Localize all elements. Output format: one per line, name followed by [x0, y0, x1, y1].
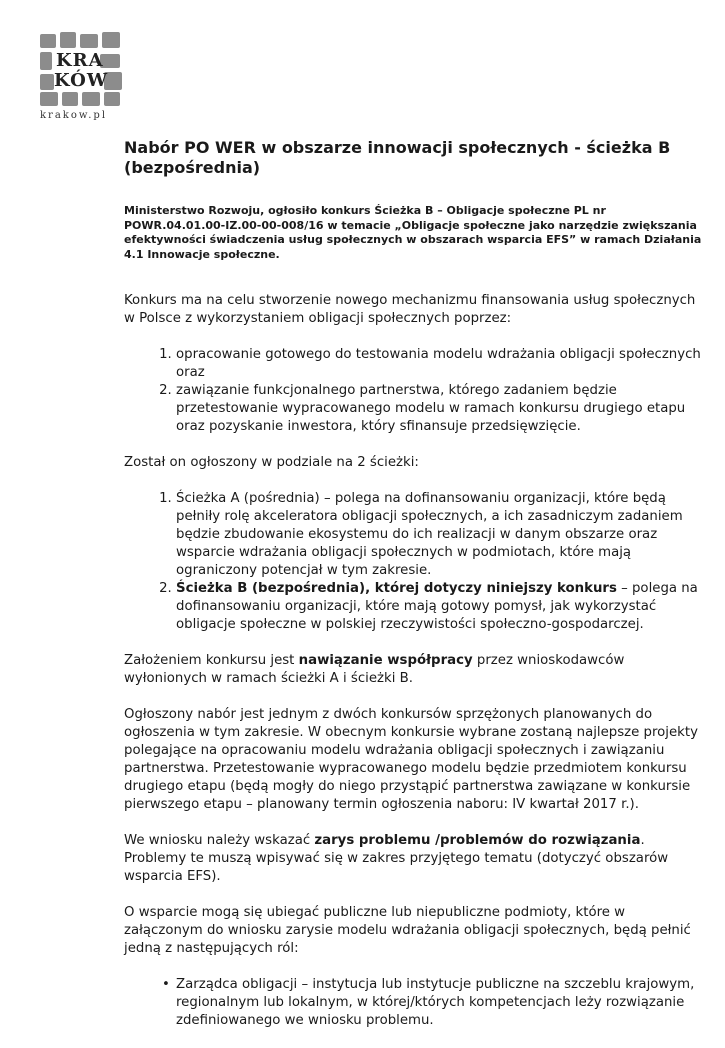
list-item: • Zarządca obligacji – instytucja lub instytucje publiczne na szczeblu krajowym, regionalnym lub lokalnym, w której/których kompetencjach leży rozwiązanie zdefiniowanego we wniosku problemu. — [176, 976, 706, 1030]
article — [124, 138, 706, 1048]
paragraph-cooperation — [124, 652, 706, 688]
paragraph-problem — [124, 832, 706, 886]
paths-list — [124, 490, 706, 634]
roles-list — [124, 976, 706, 1030]
logo-text-line1: KRA — [56, 50, 104, 71]
paragraph-paths: Został on ogłoszony w podziale na 2 ścieżki: — [124, 455, 419, 470]
list-item: 1. opracowanie gotowego do testowania modelu wdrażania obligacji społecznych oraz — [176, 346, 706, 382]
text: We wniosku należy wskazać — [124, 833, 315, 848]
logo-mosaic — [38, 30, 124, 108]
logo-text-line2: KÓW — [54, 70, 109, 91]
path-b-text: – polega na dofinansowaniu organizacji, które mają gotowy pomysł, jak wykorzystać obligacje społeczne w polskiej rzeczywistości społeczno-gospodarczej. — [176, 581, 698, 632]
text: Założeniem konkursu jest — [124, 653, 299, 668]
list-item-path-b — [176, 580, 706, 634]
list-item-path-a: 1. Ścieżka A (pośrednia) – polega na dofinansowaniu organizacji, które będą pełniły rolę akceleratora obligacji społecznych, a ich zasadniczym zadaniem będzie zbudowanie ekosystemu do ich realizacji w danym obszarze oraz wsparcie wdrażania obligacji społecznych w podmiotach, które mają ograniczony potencjał w tym zakresie. — [176, 490, 706, 580]
path-b-bold: Ścieżka B (bezpośrednia), której dotyczy niniejszy konkurs — [176, 581, 617, 596]
logo-url: krakow.pl — [40, 110, 108, 121]
text: . Problemy te muszą wpisywać się w zakres przyjętego tematu (dotyczyć obszarów wsparcia EFS). — [124, 833, 669, 884]
text: przez wnioskodawców wyłonionych w ramach ścieżki A i ścieżki B. — [124, 653, 625, 686]
paragraph-applicants: O wsparcie mogą się ubiegać publiczne lub niepubliczne podmioty, które w załączonym do wniosku zarysie modelu wdrażania obligacji społecznych, będą pełnić jedną z następujących ról: — [124, 905, 691, 956]
paragraph-goal: Konkurs ma na celu stworzenie nowego mechanizmu finansowania usług społecznych w Polsce z wykorzystaniem obligacji społecznych poprzez: — [124, 293, 696, 326]
text-bold: nawiązanie współpracy — [298, 653, 473, 668]
paragraph-competition: Ogłoszony nabór jest jednym z dwóch konkursów sprzężonych planowanych do ogłoszenia w tym zakresie. W obecnym konkursie wybrane zostaną najlepsze projekty polegające na opracowaniu modelu wdrażania obligacji społecznych i zawiązaniu partnerstwa. Przetestowanie wypracowanego modelu będzie przedmiotem konkursu drugiego etapu (będą mogły do niego przystąpić partnerstwa zawiązane w konkursie pierwszego etapu – planowany termin ogłoszenia naboru: IV kwartał 2017 r.). — [124, 707, 698, 812]
list-item: 2. zawiązanie funkcjonalnego partnerstwa, którego zadaniem będzie przetestowanie wypracowanego modelu w ramach konkursu drugiego etapu oraz pozyskanie inwestora, który sfinansuje przedsięwzięcie. — [176, 382, 706, 436]
page-title: Nabór PO WER w obszarze innowacji społecznych - ścieżka B (bezpośrednia) — [124, 138, 671, 177]
krakow-logo[interactable] — [38, 30, 124, 126]
goal-list — [124, 346, 706, 436]
intro-paragraph: Ministerstwo Rozwoju, ogłosiło konkurs Ścieżka B – Obligacje społeczne PL nr POWR.04.01.00-IZ.00-00-008/16 w temacie „Obligacje społeczne jako narzędzie zwiększania efektywności świadczenia usług społecznych w obszarach wsparcia EFS” w ramach Działania 4.1 Innowacje społeczne. — [124, 204, 702, 261]
text-bold: zarys problemu /problemów do rozwiązania — [314, 833, 641, 848]
